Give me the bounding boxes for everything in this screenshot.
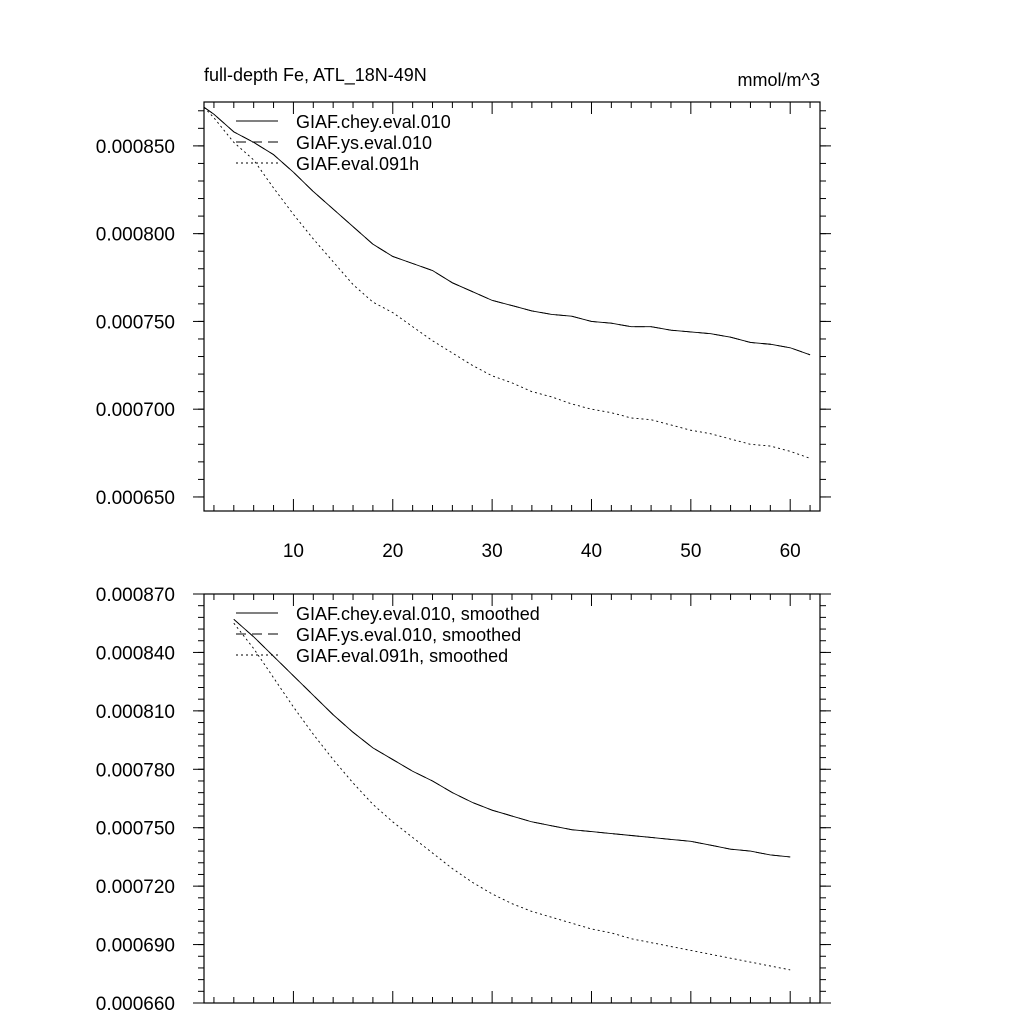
y-tick-label: 0.000720	[95, 877, 175, 899]
x-tick-label: 40	[580, 541, 603, 562]
y-tick-label: 0.000650	[95, 487, 175, 509]
y-tick-label: 0.000800	[95, 224, 175, 246]
y-tick-label: 0.000750	[95, 312, 175, 334]
x-tick-label: 60	[779, 541, 801, 562]
y-tick-label: 0.000850	[95, 136, 175, 158]
y-tick-label: 0.000870	[95, 585, 175, 606]
legend-label: GIAF.eval.091h, smoothed	[296, 646, 509, 666]
x-tick-label: 10	[282, 541, 304, 562]
y-tick-label: 0.000660	[95, 994, 175, 1015]
legend-label: GIAF.chey.eval.010, smoothed	[296, 604, 540, 624]
x-tick-label: 20	[382, 541, 404, 562]
units-label: mmol/m^3	[737, 70, 820, 90]
series-line-dashed	[204, 107, 810, 355]
panel-bottom	[96, 585, 831, 1015]
legend-label: GIAF.ys.eval.010	[296, 133, 433, 153]
panel-top	[96, 65, 831, 562]
y-tick-label: 0.000700	[95, 400, 175, 422]
y-tick-label: 0.000810	[95, 701, 175, 723]
y-tick-label: 0.000780	[95, 760, 175, 782]
y-tick-label: 0.000840	[95, 643, 175, 665]
legend-label: GIAF.eval.091h	[296, 154, 420, 174]
legend-label: GIAF.chey.eval.010	[296, 112, 451, 132]
y-tick-label: 0.000690	[95, 935, 175, 957]
legend-label: GIAF.ys.eval.010, smoothed	[296, 625, 522, 645]
series-line-dotted	[234, 623, 790, 970]
x-tick-label: 30	[481, 541, 503, 562]
x-tick-label: 50	[680, 541, 702, 562]
series-line-dotted	[204, 107, 810, 458]
series-line-solid	[204, 107, 810, 355]
y-tick-label: 0.000750	[95, 818, 175, 840]
plot-title: full-depth Fe, ATL_18N-49N	[204, 65, 427, 85]
